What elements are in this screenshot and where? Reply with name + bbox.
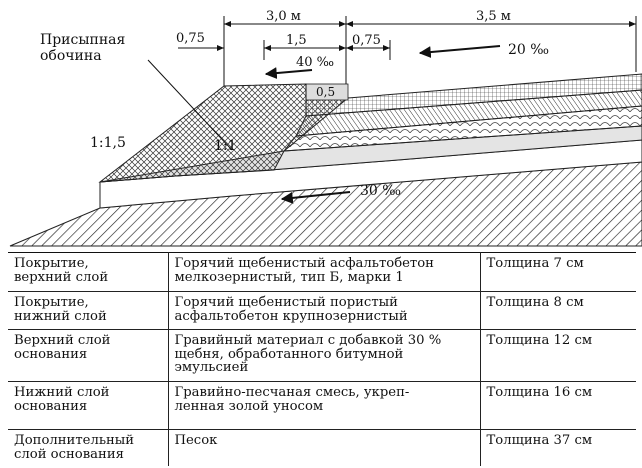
label-dim-inner: 1,5 bbox=[286, 33, 307, 48]
label-slope-20: 20 ‰ bbox=[508, 42, 550, 58]
material-cell: Горячий щебенистый асфальтобетон мелкозернистый, тип Б, марки 1 bbox=[168, 253, 480, 292]
label-dim-shoulder: 0,75 bbox=[176, 31, 205, 46]
thickness-cell: Толщина 12 см bbox=[480, 330, 636, 382]
table-row bbox=[8, 253, 636, 292]
thickness-cell: Толщина 8 см bbox=[480, 292, 636, 330]
label-slope-40: 40 ‰ bbox=[296, 55, 335, 70]
label-shoulder: Присыпная обочина bbox=[40, 32, 126, 64]
label-depth: 0,5 bbox=[316, 85, 336, 99]
table-row bbox=[8, 382, 636, 430]
label-dim-right-inner: 0,75 bbox=[352, 33, 381, 48]
layer-name-cell: Нижний слой основания bbox=[8, 382, 168, 430]
label-slope-outer: 1:1,5 bbox=[90, 135, 126, 151]
label-dim-total-left: 3,0 м bbox=[266, 9, 301, 24]
label-slope-inner: 1:1 bbox=[214, 138, 237, 154]
thickness-cell: Толщина 37 см bbox=[480, 430, 636, 466]
table-row bbox=[8, 292, 636, 330]
layer-table bbox=[8, 252, 636, 466]
arrow-slope-40 bbox=[266, 70, 312, 74]
material-cell: Горячий щебенистый пористый асфальтобетон крупнозернистый bbox=[168, 292, 480, 330]
label-slope-30: 30 ‰ bbox=[360, 183, 402, 199]
arrow-slope-20 bbox=[420, 46, 500, 53]
layer-name-cell: Покрытие, верхний слой bbox=[8, 253, 168, 292]
layer-name-cell: Верхний слой основания bbox=[8, 330, 168, 382]
material-cell: Гравийный материал с добавкой 30 % щебня, обработанного битумной эмульсией bbox=[168, 330, 480, 382]
thickness-cell: Толщина 7 см bbox=[480, 253, 636, 292]
label-dim-total-right: 3,5 м bbox=[476, 9, 511, 24]
layer-name-cell: Покрытие, нижний слой bbox=[8, 292, 168, 330]
material-cell: Гравийно-песчаная смесь, укреп- ленная золой уносом bbox=[168, 382, 480, 430]
table-row bbox=[8, 330, 636, 382]
thickness-cell: Толщина 16 см bbox=[480, 382, 636, 430]
layer-name-cell: Дополнительный слой основания bbox=[8, 430, 168, 466]
material-cell: Песок bbox=[168, 430, 480, 466]
table-row bbox=[8, 430, 636, 466]
